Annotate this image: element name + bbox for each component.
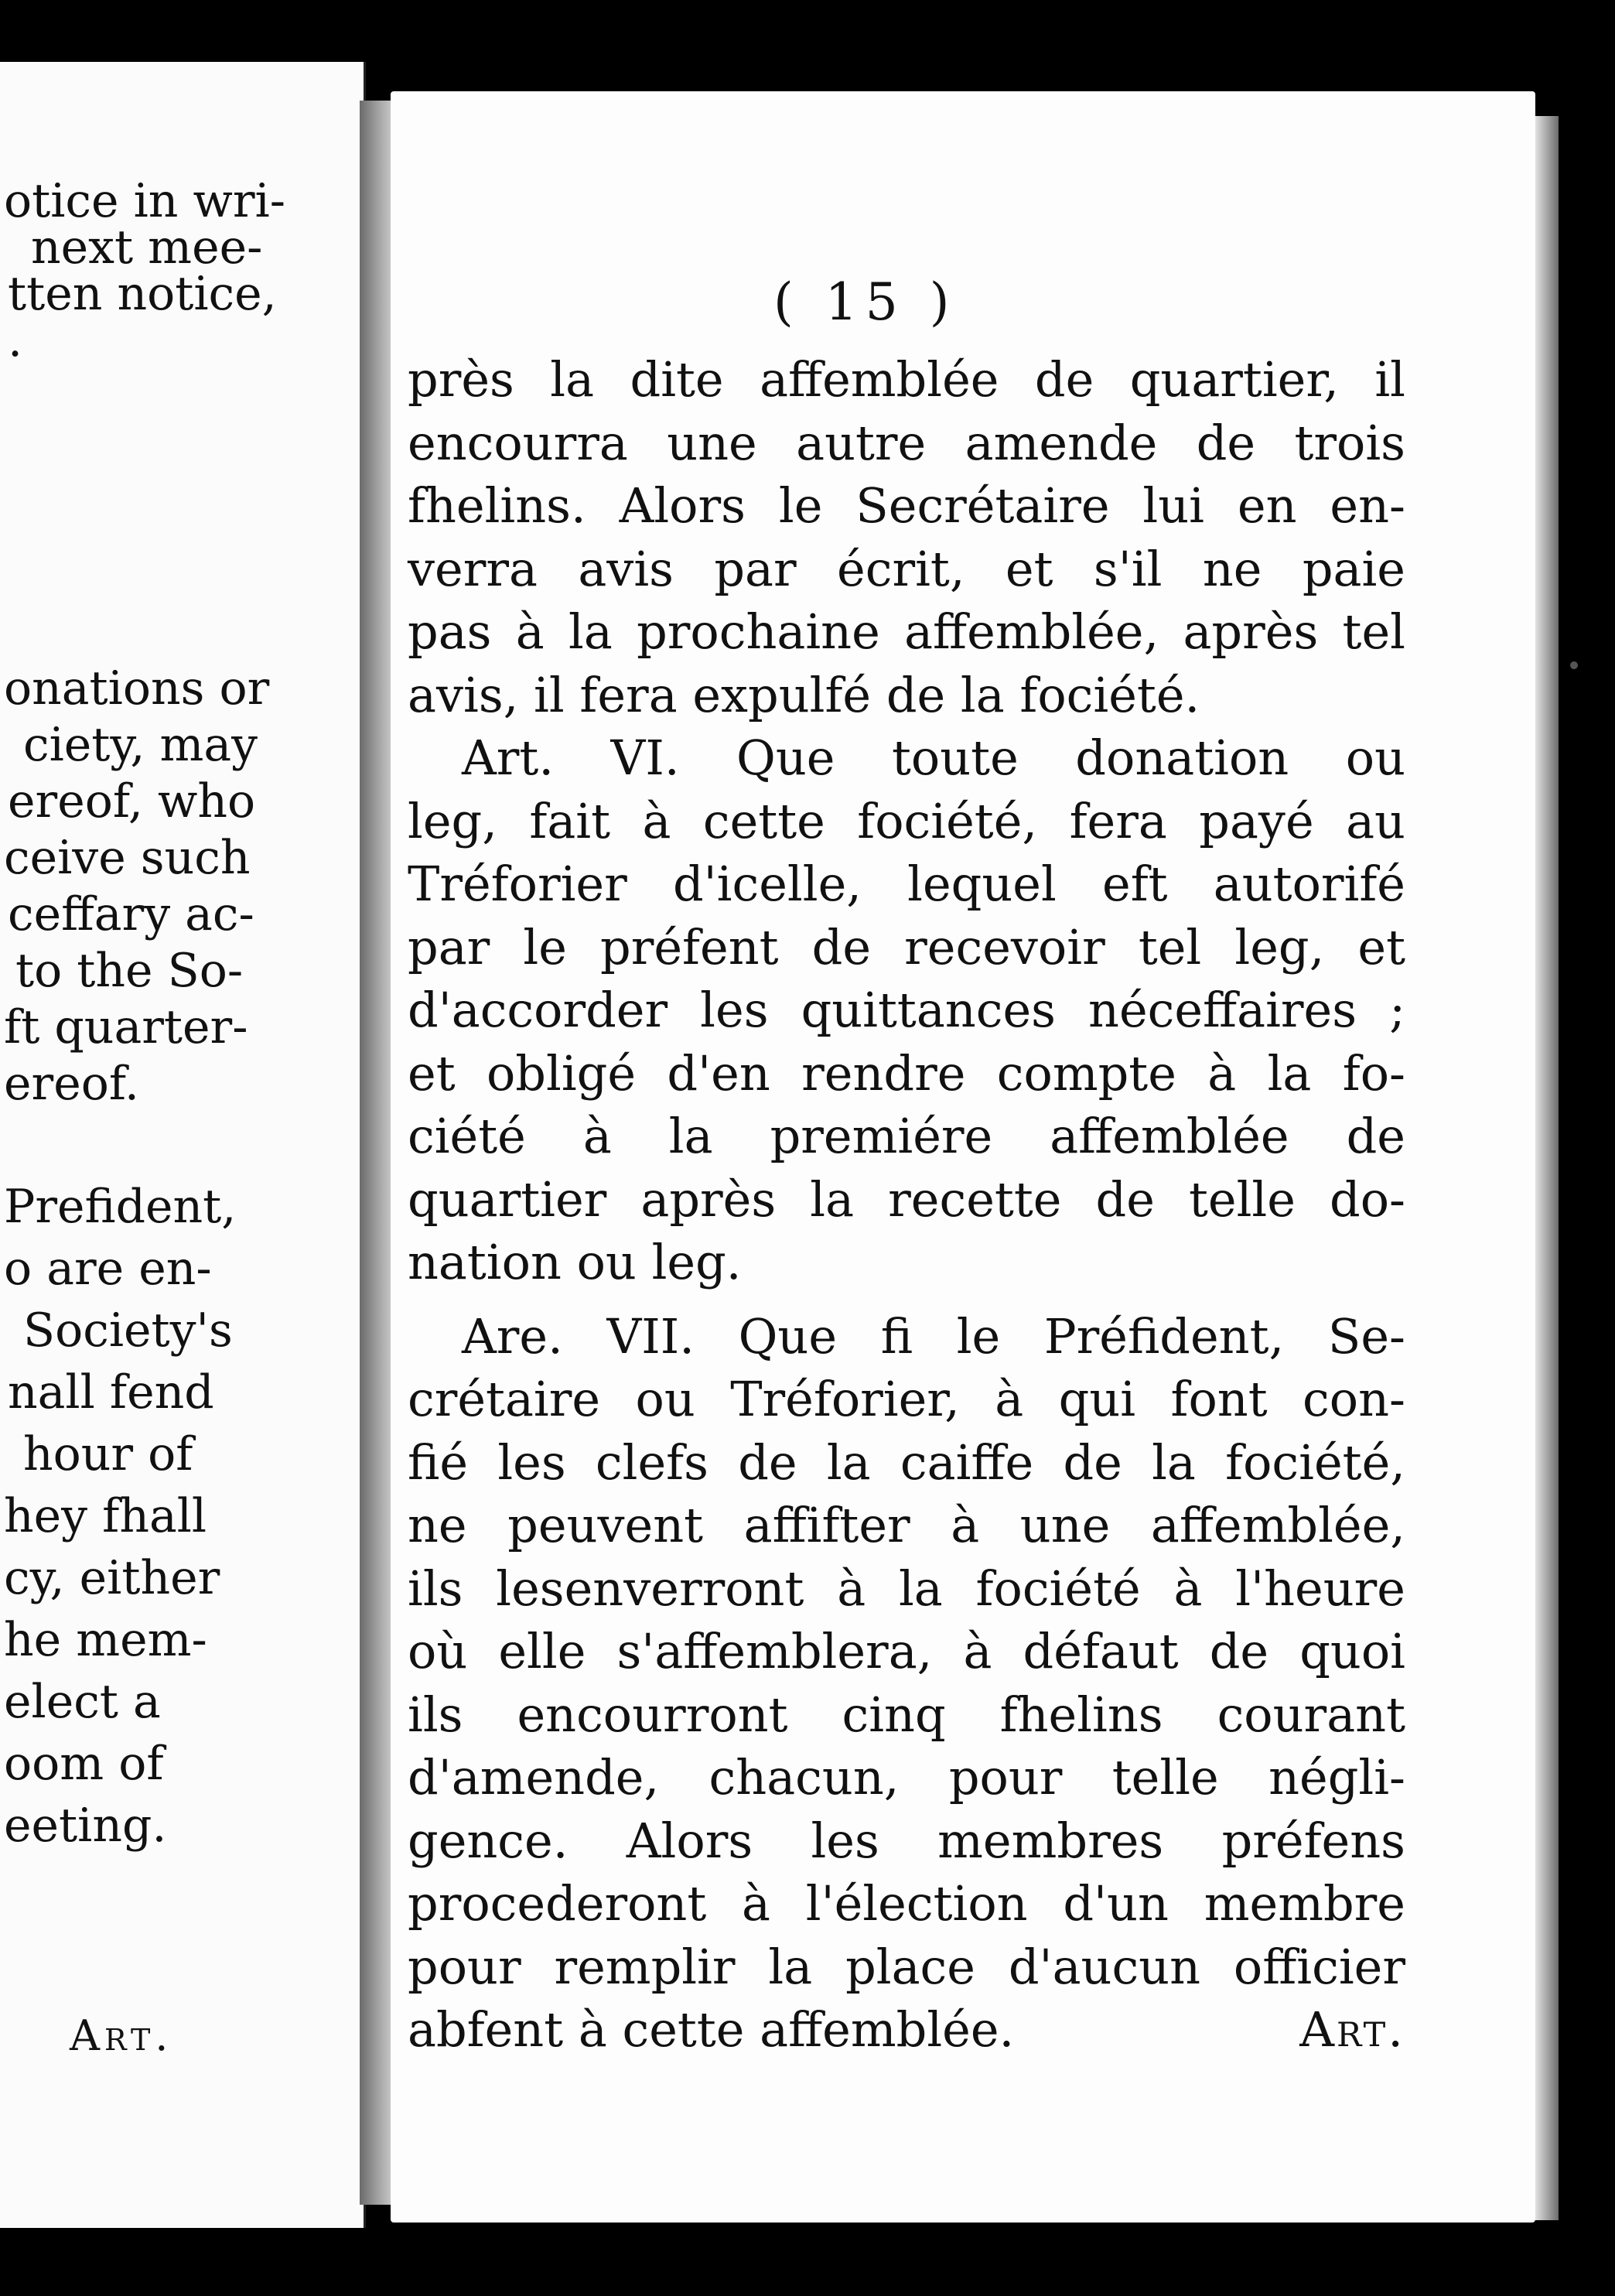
left-line: tten notice, (8, 267, 277, 321)
binding-gutter (360, 101, 394, 2205)
article-heading-line: Are. VII. Que fi le Préfident, Se- (462, 1307, 1405, 1365)
text-line: encourra une autre amende de trois (408, 414, 1405, 471)
text-line: où elle s'affemblera, à défaut de quoi (408, 1623, 1405, 1679)
text-line: verra avis par écrit, et s'il ne paie (408, 540, 1405, 597)
text-line: ils lesenverront à la fociété à l'heure (408, 1560, 1405, 1617)
article-heading-line: Art. VI. Que toute donation ou (462, 729, 1405, 786)
text-line: procederont à l'élection d'un membre (408, 1875, 1405, 1932)
page-body (408, 348, 1405, 2062)
text-line: quartier après la recette de telle do- (408, 1170, 1405, 1228)
text-line: fhelins. Alors le Secrétaire lui en en- (408, 477, 1405, 534)
left-line: elect a (4, 1675, 161, 1729)
text-line: pas à la prochaine affemblée, après tel (408, 603, 1405, 660)
left-line: Prefident, (4, 1180, 237, 1234)
text-line: ne peuvent affifter à une affemblée, (408, 1497, 1405, 1553)
text-line: gence. Alors les membres préfens (408, 1812, 1405, 1869)
text-line: crétaire ou Tréforier, à qui font con- (408, 1371, 1405, 1427)
left-line: o are en- (4, 1242, 212, 1296)
text-line: d'accorder les quittances néceffaires ; (408, 982, 1405, 1038)
left-line: to the So- (15, 944, 244, 998)
left-line: ciety, may (23, 718, 258, 772)
left-line: ceive such (4, 831, 251, 885)
left-line: he mem- (4, 1613, 207, 1667)
text-line-final (408, 1998, 1405, 2062)
text-line: ils encourront cinq fhelins courant (408, 1686, 1405, 1743)
text-line: abfent à cette affemblée. (408, 2001, 1015, 2058)
left-line: ceffary ac- (8, 887, 254, 941)
left-catchword: Art. (70, 2011, 173, 2060)
text-line: Tréforier d'icelle, lequel eft autorifé (408, 856, 1405, 912)
text-line: fié les clefs de la caiffe de la fociété, (408, 1433, 1405, 1491)
left-line: oom of (4, 1737, 164, 1791)
left-line: ereof, who (8, 774, 256, 829)
left-line: otice in wri- (4, 174, 286, 228)
left-line: cy, either (4, 1551, 220, 1605)
text-line: près la dite affemblée de quartier, il (408, 351, 1405, 408)
left-line: hey fhall (4, 1489, 207, 1543)
page-number: ( 15 ) (773, 272, 958, 332)
text-line: et obligé d'en rendre compte à la fo- (408, 1044, 1405, 1102)
text-line: pour remplir la place d'aucun officier (408, 1938, 1405, 1995)
text-line: avis, il fera expulfé de la fociété. (408, 666, 1200, 723)
speck (1570, 661, 1578, 669)
text-line: nation ou leg. (408, 1234, 742, 1290)
left-line: eeting. (4, 1799, 167, 1853)
text-line: leg, fait à cette fociété, fera payé au (408, 792, 1405, 849)
text-line: par le préfent de recevoir tel leg, et (408, 918, 1405, 975)
text-line: d'amende, chacun, pour telle négli- (408, 1749, 1405, 1806)
left-line: ft quarter- (4, 1000, 248, 1054)
page-edge (1535, 116, 1559, 2220)
left-line: . (8, 313, 23, 367)
text-line: ciété à la premiére affemblée de (408, 1108, 1405, 1164)
left-line: hour of (23, 1427, 193, 1481)
catchword: Art. (1299, 2001, 1405, 2058)
left-line: onations or (4, 661, 270, 716)
left-line: ereof. (4, 1057, 139, 1111)
left-page (0, 62, 366, 2228)
left-line: Society's (23, 1303, 233, 1358)
left-line: next mee- (31, 220, 263, 275)
left-line: nall fend (8, 1365, 214, 1420)
